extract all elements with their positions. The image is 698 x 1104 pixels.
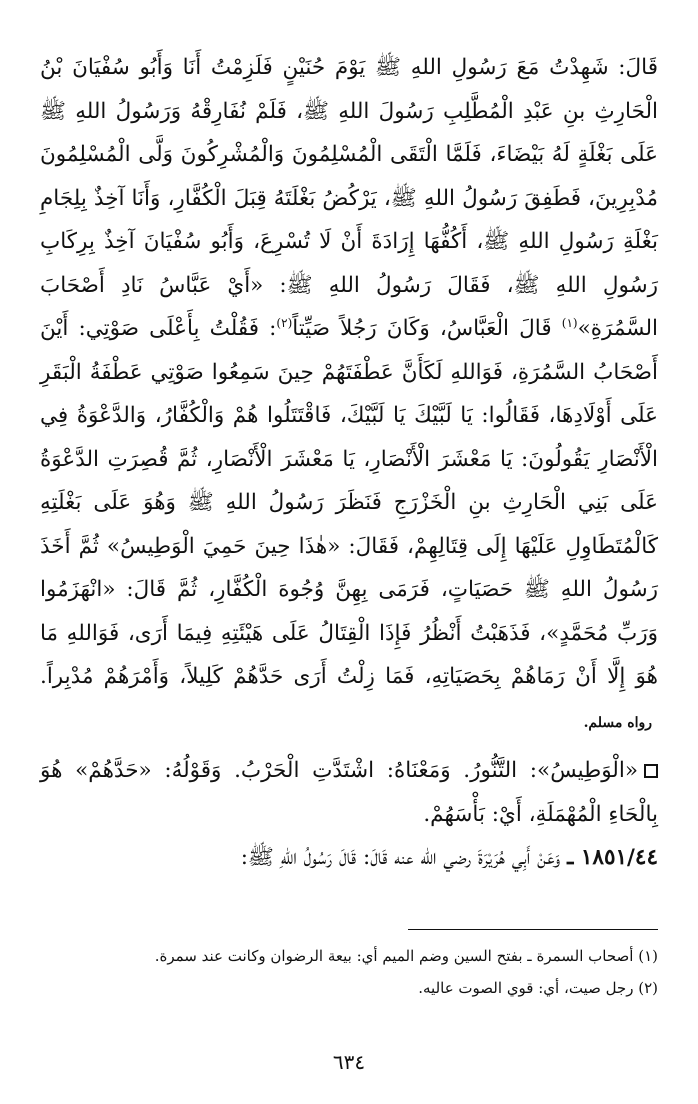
footnote-ref-2: (٢) xyxy=(276,315,293,330)
explanatory-note xyxy=(40,749,658,836)
footnote-1: (١) أصحاب السمرة ـ بفتح السين وضم الميم أي: بيعة الرضوان وكانت عند سمرة. xyxy=(154,947,658,965)
footnote-2: (٢) رجل صيت، أي: قوي الصوت عاليه. xyxy=(418,979,658,997)
main-text xyxy=(40,46,658,880)
next-hadith-text: وَعَنْ أَبِي هُرَيْرَةَ رضي الله عنه قَالَ: قَالَ رَسُولُ اللهِ ﷺ: xyxy=(240,845,561,870)
hadith-number: ١٨٥١/٤٤ ـ xyxy=(567,845,658,870)
hadith-paragraph xyxy=(40,46,658,745)
footnote-ref-1: (١) xyxy=(561,315,578,330)
hadith-text-part-1: قَالَ: شَهِدْتُ مَعَ رَسُولِ اللهِ ﷺ يَوْمَ حُنَيْنٍ فَلَزِمْتُ أَنَا وَأَبُو سُفْيَانَ بْنُ الْحَارِثِ بنِ عَبْدِ الْمُطَّلِبِ رَسُولَ اللهِ ﷺ، فَلَمْ نُفَارِقْهُ وَرَسُولُ اللهِ ﷺ عَلَى بَغْلَةٍ لَهُ بَيْضَاءَ، فَلَمَّا الْتَقَى الْمُسْلِمُونَ وَالْمُشْرِكُونَ وَلَّى الْمُسْلِمُونَ مُدْبِرِينَ، فَطَفِقَ رَسُولُ اللهِ ﷺ، يَرْكُضُ بَغْلَتَهُ قِبَلَ الْكُفَّارِ، وَأَنَا آخِذٌ بِلِجَامِ بَغْلَةِ رَسُولِ اللهِ ﷺ، أَكُفُّهَا إِرَادَةَ أَنْ لَا تُسْرِعَ، وَأَبُو سُفْيَانَ آخِذٌ بِرِكَابِ رَسُولِ اللهِ ﷺ، فَقَالَ رَسُولُ اللهِ ﷺ: «أَيْ عَبَّاسُ نَادِ أَصْحَابَ السَّمُرَةِ» xyxy=(40,55,658,341)
footnotes xyxy=(40,940,658,1004)
footnote-divider xyxy=(408,929,658,930)
page-number: ٦٣٤ xyxy=(332,1050,366,1074)
note-text: «الْوَطِيسُ»: التَّنُّورُ. وَمَعْنَاهُ: اشْتَدَّتِ الْحَرْبُ. وَقَوْلُهُ: «حَدَّهُمْ» هُوَ بِالْحَاءِ الْمُهْمَلَةِ، أَيْ: بَأْسَهُمْ. xyxy=(40,758,658,827)
hadith-text-part-3: : فَقُلْتُ بِأَعْلَى صَوْتِي: أَيْنَ أَصْحَابُ السَّمُرَةِ، فَوَاللهِ لَكَأَنَّ عَطْفَتَهُمْ حِينَ سَمِعُوا صَوْتِي عَطْفَةُ الْبَقَرِ عَلَى أَوْلَادِهَا، فَقَالُوا: يَا لَبَّيْكَ يَا لَبَّيْكَ، فَاقْتَتَلُوا هُمْ وَالْكُفَّارُ، وَالدَّعْوَةُ فِي الْأَنْصَارِ يَقُولُونَ: يَا مَعْشَرَ الْأَنْصَارِ، يَا مَعْشَرَ الْأَنْصَارِ، ثُمَّ قُصِرَتِ الدَّعْوَةُ عَلَى بَنِي الْحَارِثِ بنِ الْخَزْرَجِ فَنَظَرَ رَسُولُ اللهِ ﷺ وَهُوَ عَلَى بَغْلَتِهِ كَالْمُتَطَاوِلِ عَلَيْهَا إِلَى قِتَالِهِمْ، فَقَالَ: «هٰذَا حِينَ حَمِيَ الْوَطِيسُ» ثُمَّ أَخَذَ رَسُولُ اللهِ ﷺ حَصَيَاتٍ، فَرَمَى بِهِنَّ وُجُوهَ الْكُفَّارِ، ثُمَّ قَالَ: «انْهَزَمُوا وَرَبِّ مُحَمَّدٍ»، فَذَهَبْتُ أَنْظُرُ فَإِذَا الْقِتَالُ عَلَى هَيْئَتِهِ فِيمَا أَرَى، فَوَاللهِ مَا هُوَ إِلَّا أَنْ رَمَاهُمْ بِحَصَيَاتِهِ، فَمَا زِلْتُ أَرَى حَدَّهُمْ كَلِيلاً، وَأَمْرَهُمْ مُدْبِراً. xyxy=(40,316,658,689)
hadith-text-part-2: قَالَ الْعَبَّاسُ، وَكَانَ رَجُلاً صَيِّتاً xyxy=(292,316,552,341)
square-bullet-icon xyxy=(644,764,658,778)
source-attribution: رواه مسلم. xyxy=(583,714,652,731)
next-hadith xyxy=(40,836,658,880)
